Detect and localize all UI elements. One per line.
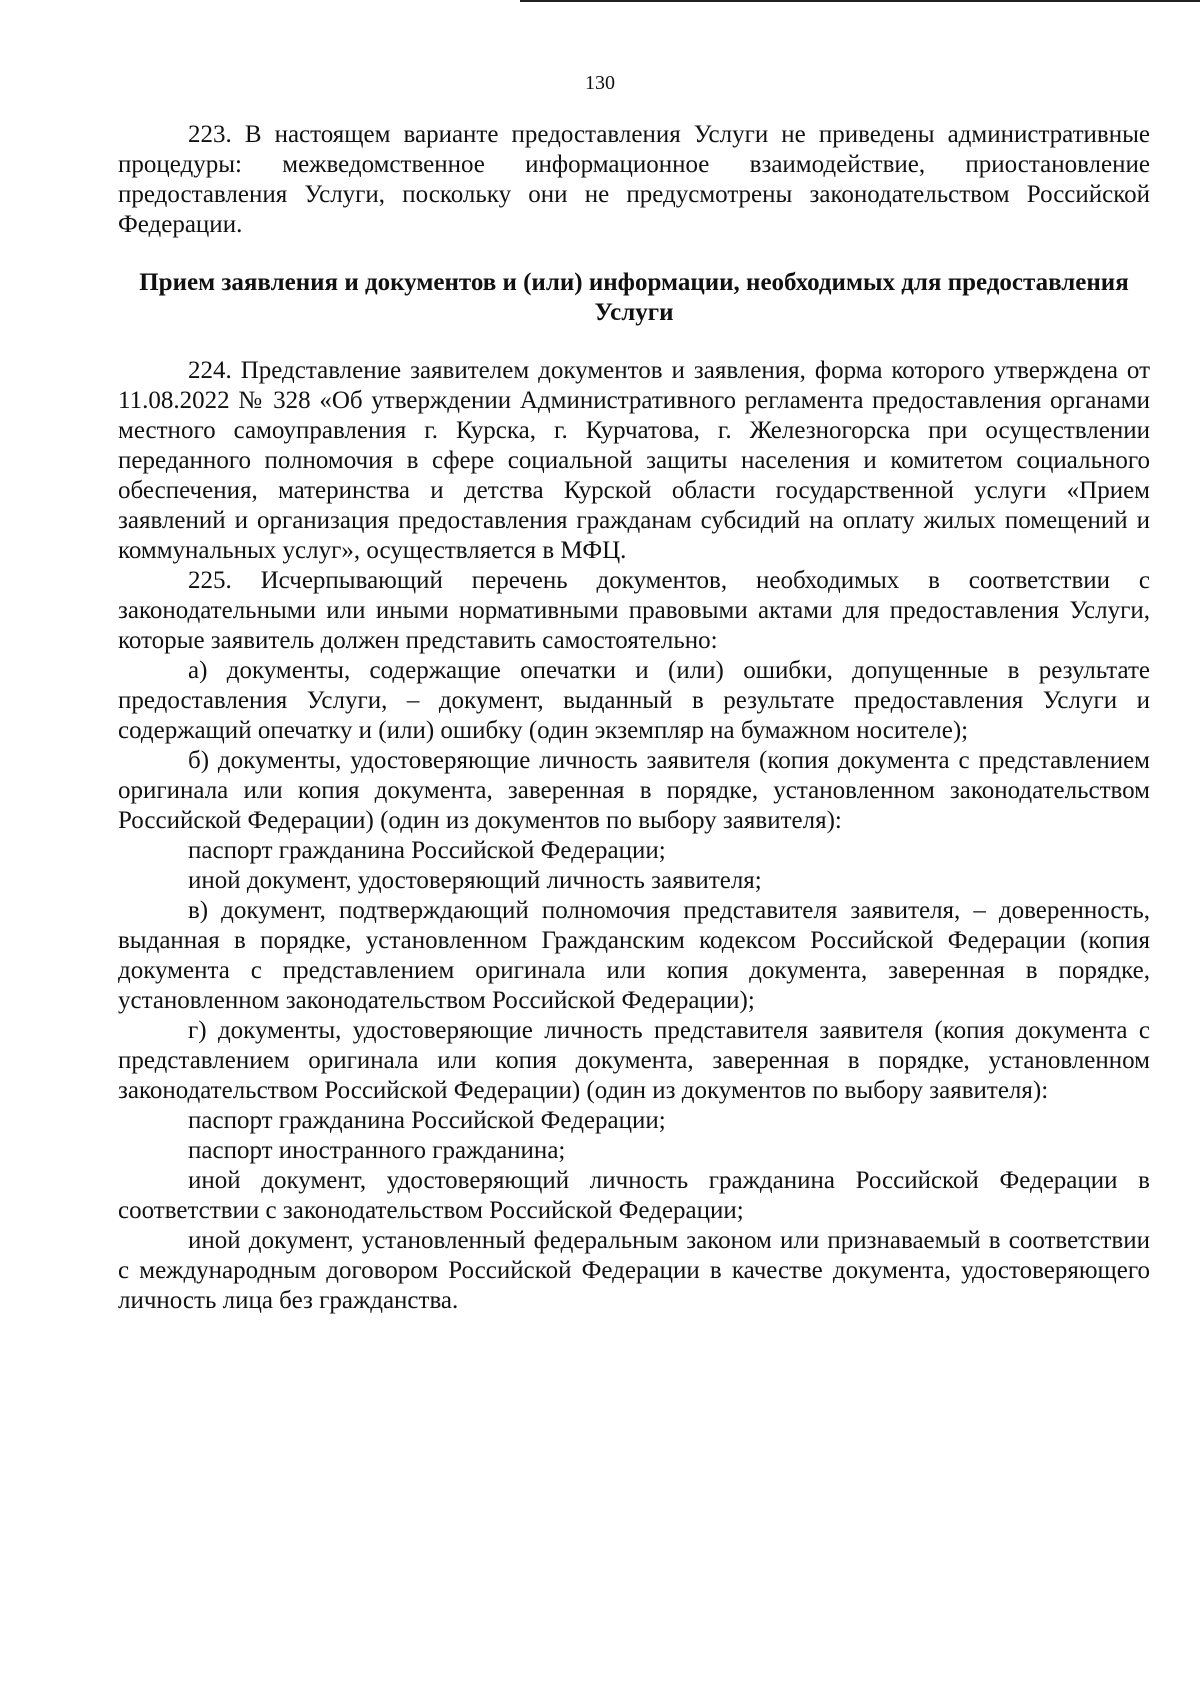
list-item-g-stateless-document: иной документ, установленный федеральным законом или признаваемый в соответствии с международным договором Российской Федерации в качестве документа, удостоверяющего личность лица без гражданства. [118,1227,1150,1314]
list-item-v: в) документ, подтверждающий полномочия представителя заявителя, – доверенность, выданная в порядке, установленном Гражданским кодексом Российской Федерации (копия документа с представлением оригинала или копия документа, заверенная в порядке, установленном законодательством Российской Федерации); [118,897,1150,1014]
list-item-g-foreign-passport: паспорт иностранного гражданина; [188,1137,566,1164]
paragraph-225: 225. Исчерпывающий перечень документов, необходимых в соответствии с законодательными или иными нормативными правовыми актами для предоставления Услуги, которые заявитель должен представить самостоятельно: [118,567,1150,654]
section-heading: Прием заявления и документов и (или) информации, необходимых для предоставления Услуги [139,269,1129,326]
list-item-b: б) документы, удостоверяющие личность заявителя (копия документа с представлением оригинала или копия документа, заверенная в порядке, установленном законодательством Российской Федерации) (один из документов по выбору заявителя): [118,747,1150,834]
list-item-g-passport: паспорт гражданина Российской Федерации; [188,1107,666,1134]
document-body [118,120,1150,1316]
list-item-b-other-document: иной документ, удостоверяющий личность заявителя; [188,867,762,894]
paragraph-223: 223. В настоящем варианте предоставления Услуги не приведены административные процедуры: межведомственное информационное взаимодействие, приостановление предоставления Услуги, поскольку они не предусмотрены законодательством Российской Федерации. [118,121,1150,238]
list-item-a: а) документы, содержащие опечатки и (или) ошибки, допущенные в результате предоставления Услуги, – документ, выданный в результате предоставления Услуги и содержащий опечатку и (или) ошибку (один экземпляр на бумажном носителе); [118,657,1150,744]
list-item-g-other-document: иной документ, удостоверяющий личность гражданина Российской Федерации в соответствии с законодательством Российской Федерации; [118,1167,1150,1224]
top-edge-rule [520,0,1200,2]
page-number: 130 [585,72,615,94]
paragraph-224: 224. Представление заявителем документов и заявления, форма которого утверждена от 11.08.2022 № 328 «Об утверждении Административного регламента предоставления органами местного самоуправления г. Курска, г. Курчатова, г. Железногорска при осуществлении переданного полномочия в сфере социальной защиты населения и комитетом социального обеспечения, материнства и детства Курской области государственной услуги «Прием заявлений и организация предоставления гражданам субсидий на оплату жилых помещений и коммунальных услуг», осуществляется в МФЦ. [118,357,1150,564]
list-item-b-passport: паспорт гражданина Российской Федерации; [188,837,666,864]
list-item-g: г) документы, удостоверяющие личность представителя заявителя (копия документа с представлением оригинала или копия документа, заверенная в порядке, установленном законодательством Российской Федерации) (один из документов по выбору заявителя): [118,1017,1150,1104]
